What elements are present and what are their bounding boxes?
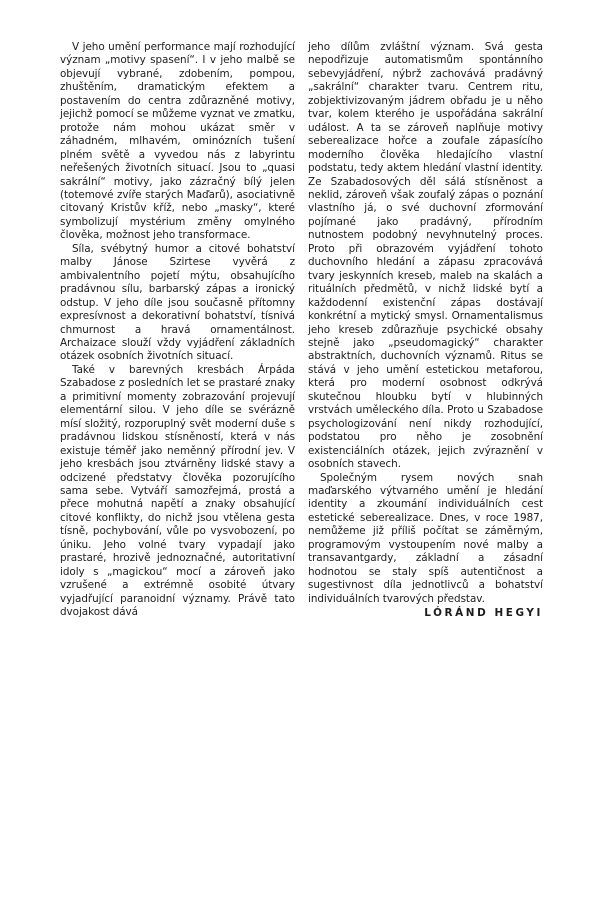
paragraph: V jeho umění performance mají rozhodující význam „motivy spasení“. I v jeho malbě se objevují vybrané, zdobením, pompou, zhuštěním, dramatickým efektem a postavením do centra zdůrazněné motivy, jejichž pomocí se můžeme vyznat ve zmatku, protože nám mohou ukázat směr v záhadném, mlhavém, ominózních tušení plném světě a vyvedou nás z labyrintu neřešených životních situací. Jsou to „quasi sakrální“ motivy, jako zázračný bílý jelen (totemové zvíře starých Maďarů), asociativně citovaný Kristův kříž, nebo „masky“, které symbolizují mystérium změny omylného člověka, možnost jeho transformace. [60,41,295,242]
paragraph: Společným rysem nových snah maďarského výtvarného umění je hledání identity a zkoumání individuálních cest estetické seberealizace. Dnes, v roce 1987, nemůžeme již příliš počítat se záměrným, programovým vystoupením nové malby a transavantgardy, základní a zásadní hodnotou se staly spíš autentičnost a sugestivnost díla jednotlivců a bohatství individuálních tvarových představ. [308,471,543,605]
text-column-left [60,41,295,619]
author-signature: LÓRÁND HEGYI [424,607,543,620]
paragraph: Také v barevných kresbách Árpáda Szabadose z posledních let se prastaré znaky a primitivní momenty zobrazování projevují elementární silou. V jeho díle se svérázně mísí složitý, rozporuplný svět moderní duše s pradávnou lidskou stísněností, která v nás existuje téměř jako neměnný přírodní jev. V jeho kresbách jsou ztvárněny lidské stavy a odcizené předstatvy člověka pozorujícího sama sebe. Vytváří samozřejmá, prostá a přece mohutná napětí a znaky obsahující citové konflikty, do nichž jsou vtělena gesta tísně, pochybování, vůle po vysvobození, po úniku. Jeho volné tvary vypadají jako prastaré, hrozivě jednoznačné, autoritativní idoly s „magickou“ mocí a zároveň jako vzrušené a extrémně osobité útvary vyjadřující paranoidní významy. Právě tato dvojakost dává [60,363,295,619]
text-column-right [308,41,543,620]
paragraph-continuation: jeho dílům zvláštní význam. Svá gesta nepodřizuje automatismům spontánního sebevyjádření, nýbrž zachovává pradávný „sakrální“ charakter tvaru. Centrem ritu, zobjektivizovaným jádrem obřadu je u něho tvar, kolem kterého je uspořádána sakrální událost. A ta se zároveň naplňuje motivy seberealizace hořce a zoufale zápasícího moderního člověka hledajícího vlastní podstatu, tedy aktem hledání vlastní identity. Ze Szabadosových děl sálá stísněnost a neklid, zároveň však zoufalý zápas o poznání vlastního já, o své duchovní zformování pojímané jako pradávný, přírodním nutnostem podobný nevyhnutelný proces. Proto při obrazovém vyjádření tohoto duchovního hledání a zápasu zpracovává tvary jeskynních kreseb, maleb na skalách a rituálních předmětů, v nichž lidské bytí a každodenní existenční zápas dostávají konkrétní a mytický smysl. Ornamentalismus jeho kreseb zdůrazňuje psychické obsahy stejně jako „pseudomagický“ charakter abstraktních, duchovních významů. Ritus se stává v jeho umění estetickou metaforou, která pro moderní osobnost odkrývá skutečnou hloubku bytí v hlubinných vrstvách uměleckého díla. Proto u Szabadose psychologizování není nikdy rozhodující, podstatou pro něho je zosobnění existenciálních otázek, jejich zvýraznění v osobních stavech. [308,41,543,471]
paragraph: Síla, svébytný humor a citové bohatství malby Jánose Szirtese vyvěrá z ambivalentního pojetí mýtu, obsahujícího pradávnou sílu, barbarský zápas a ironický odstup. V jeho díle jsou současně přítomny expresívnost a dekorativní bohatství, tísnivá chmurnost a hravá ornamentálnost. Archaizace slouží vždy vyjádření základních otázek osobních životních situací. [60,242,295,363]
